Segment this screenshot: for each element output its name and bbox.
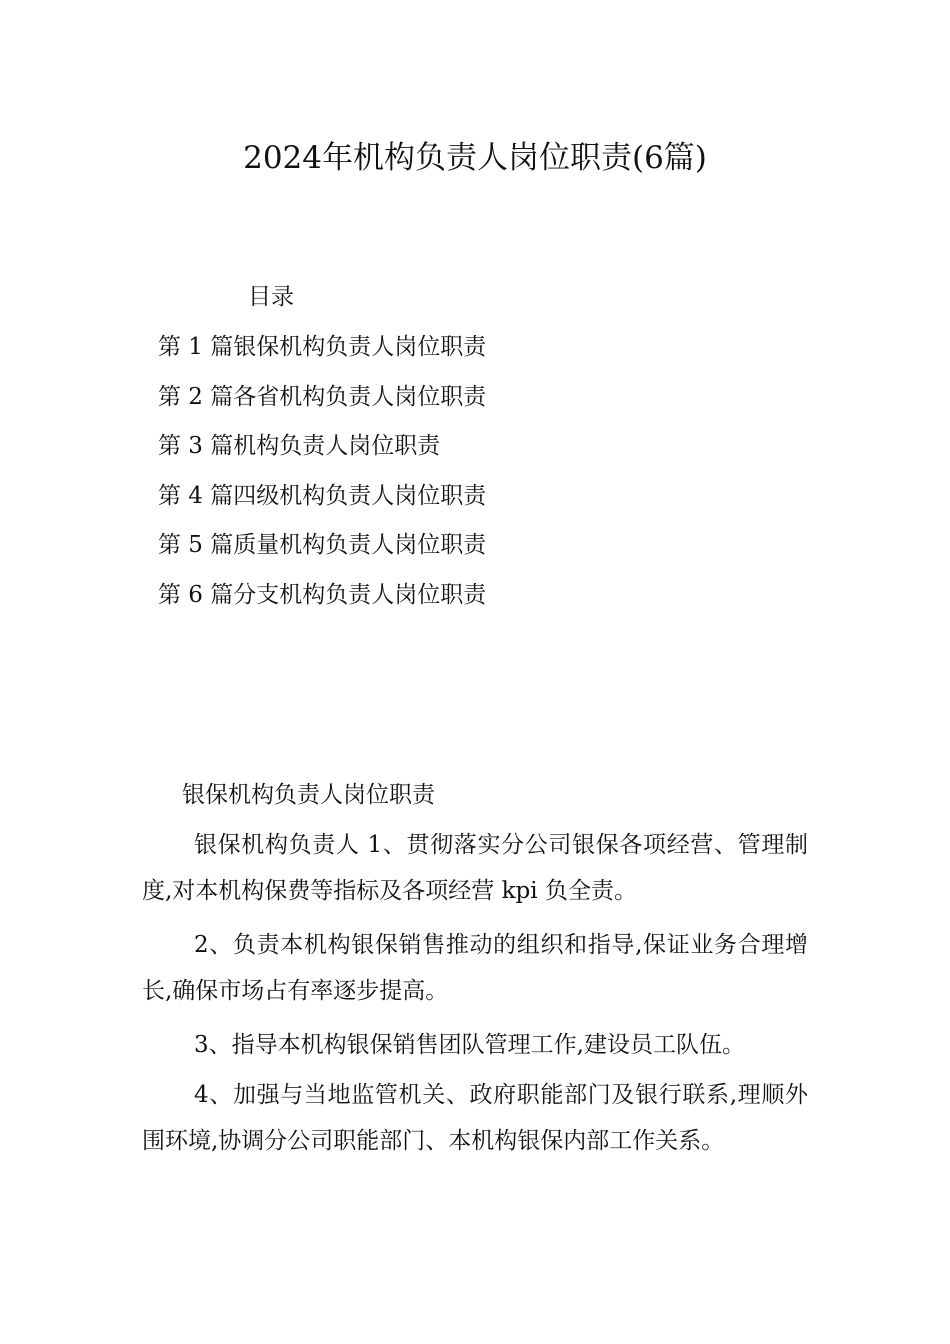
document-title: 2024年机构负责人岗位职责(6篇): [243, 140, 707, 176]
body-paragraph-3: 3、指导本机构银保销售团队管理工作,建设员工队伍。: [194, 1032, 745, 1058]
toc-item-1: 第 1 篇银保机构负责人岗位职责: [158, 334, 487, 360]
toc-item-2: 第 2 篇各省机构负责人岗位职责: [158, 383, 487, 410]
body-paragraph-2: 2、负责本机构银保销售推动的组织和指导,保证业务合理增长,确保市场占有率逐步提高。: [142, 932, 808, 1004]
body-paragraph-1: 银保机构负责人 1、贯彻落实分公司银保各项经营、管理制度,对本机构保费等指标及各项经营 kpi 负全责。: [142, 832, 808, 904]
body-paragraph-4: 4、加强与当地监管机关、政府职能部门及银行联系,理顺外围环境,协调分公司职能部门、本机构银保内部工作关系。: [142, 1082, 808, 1154]
toc-item-6: 第 6 篇分支机构负责人岗位职责: [158, 581, 487, 608]
toc-heading: 目录: [248, 284, 294, 310]
toc-item-4: 第 4 篇四级机构负责人岗位职责: [158, 482, 487, 509]
section-heading: 银保机构负责人岗位职责: [182, 782, 435, 808]
table-of-contents: [158, 331, 486, 629]
toc-item-5: 第 5 篇质量机构负责人岗位职责: [158, 532, 487, 559]
toc-item-3: 第 3 篇机构负责人岗位职责: [158, 433, 441, 460]
